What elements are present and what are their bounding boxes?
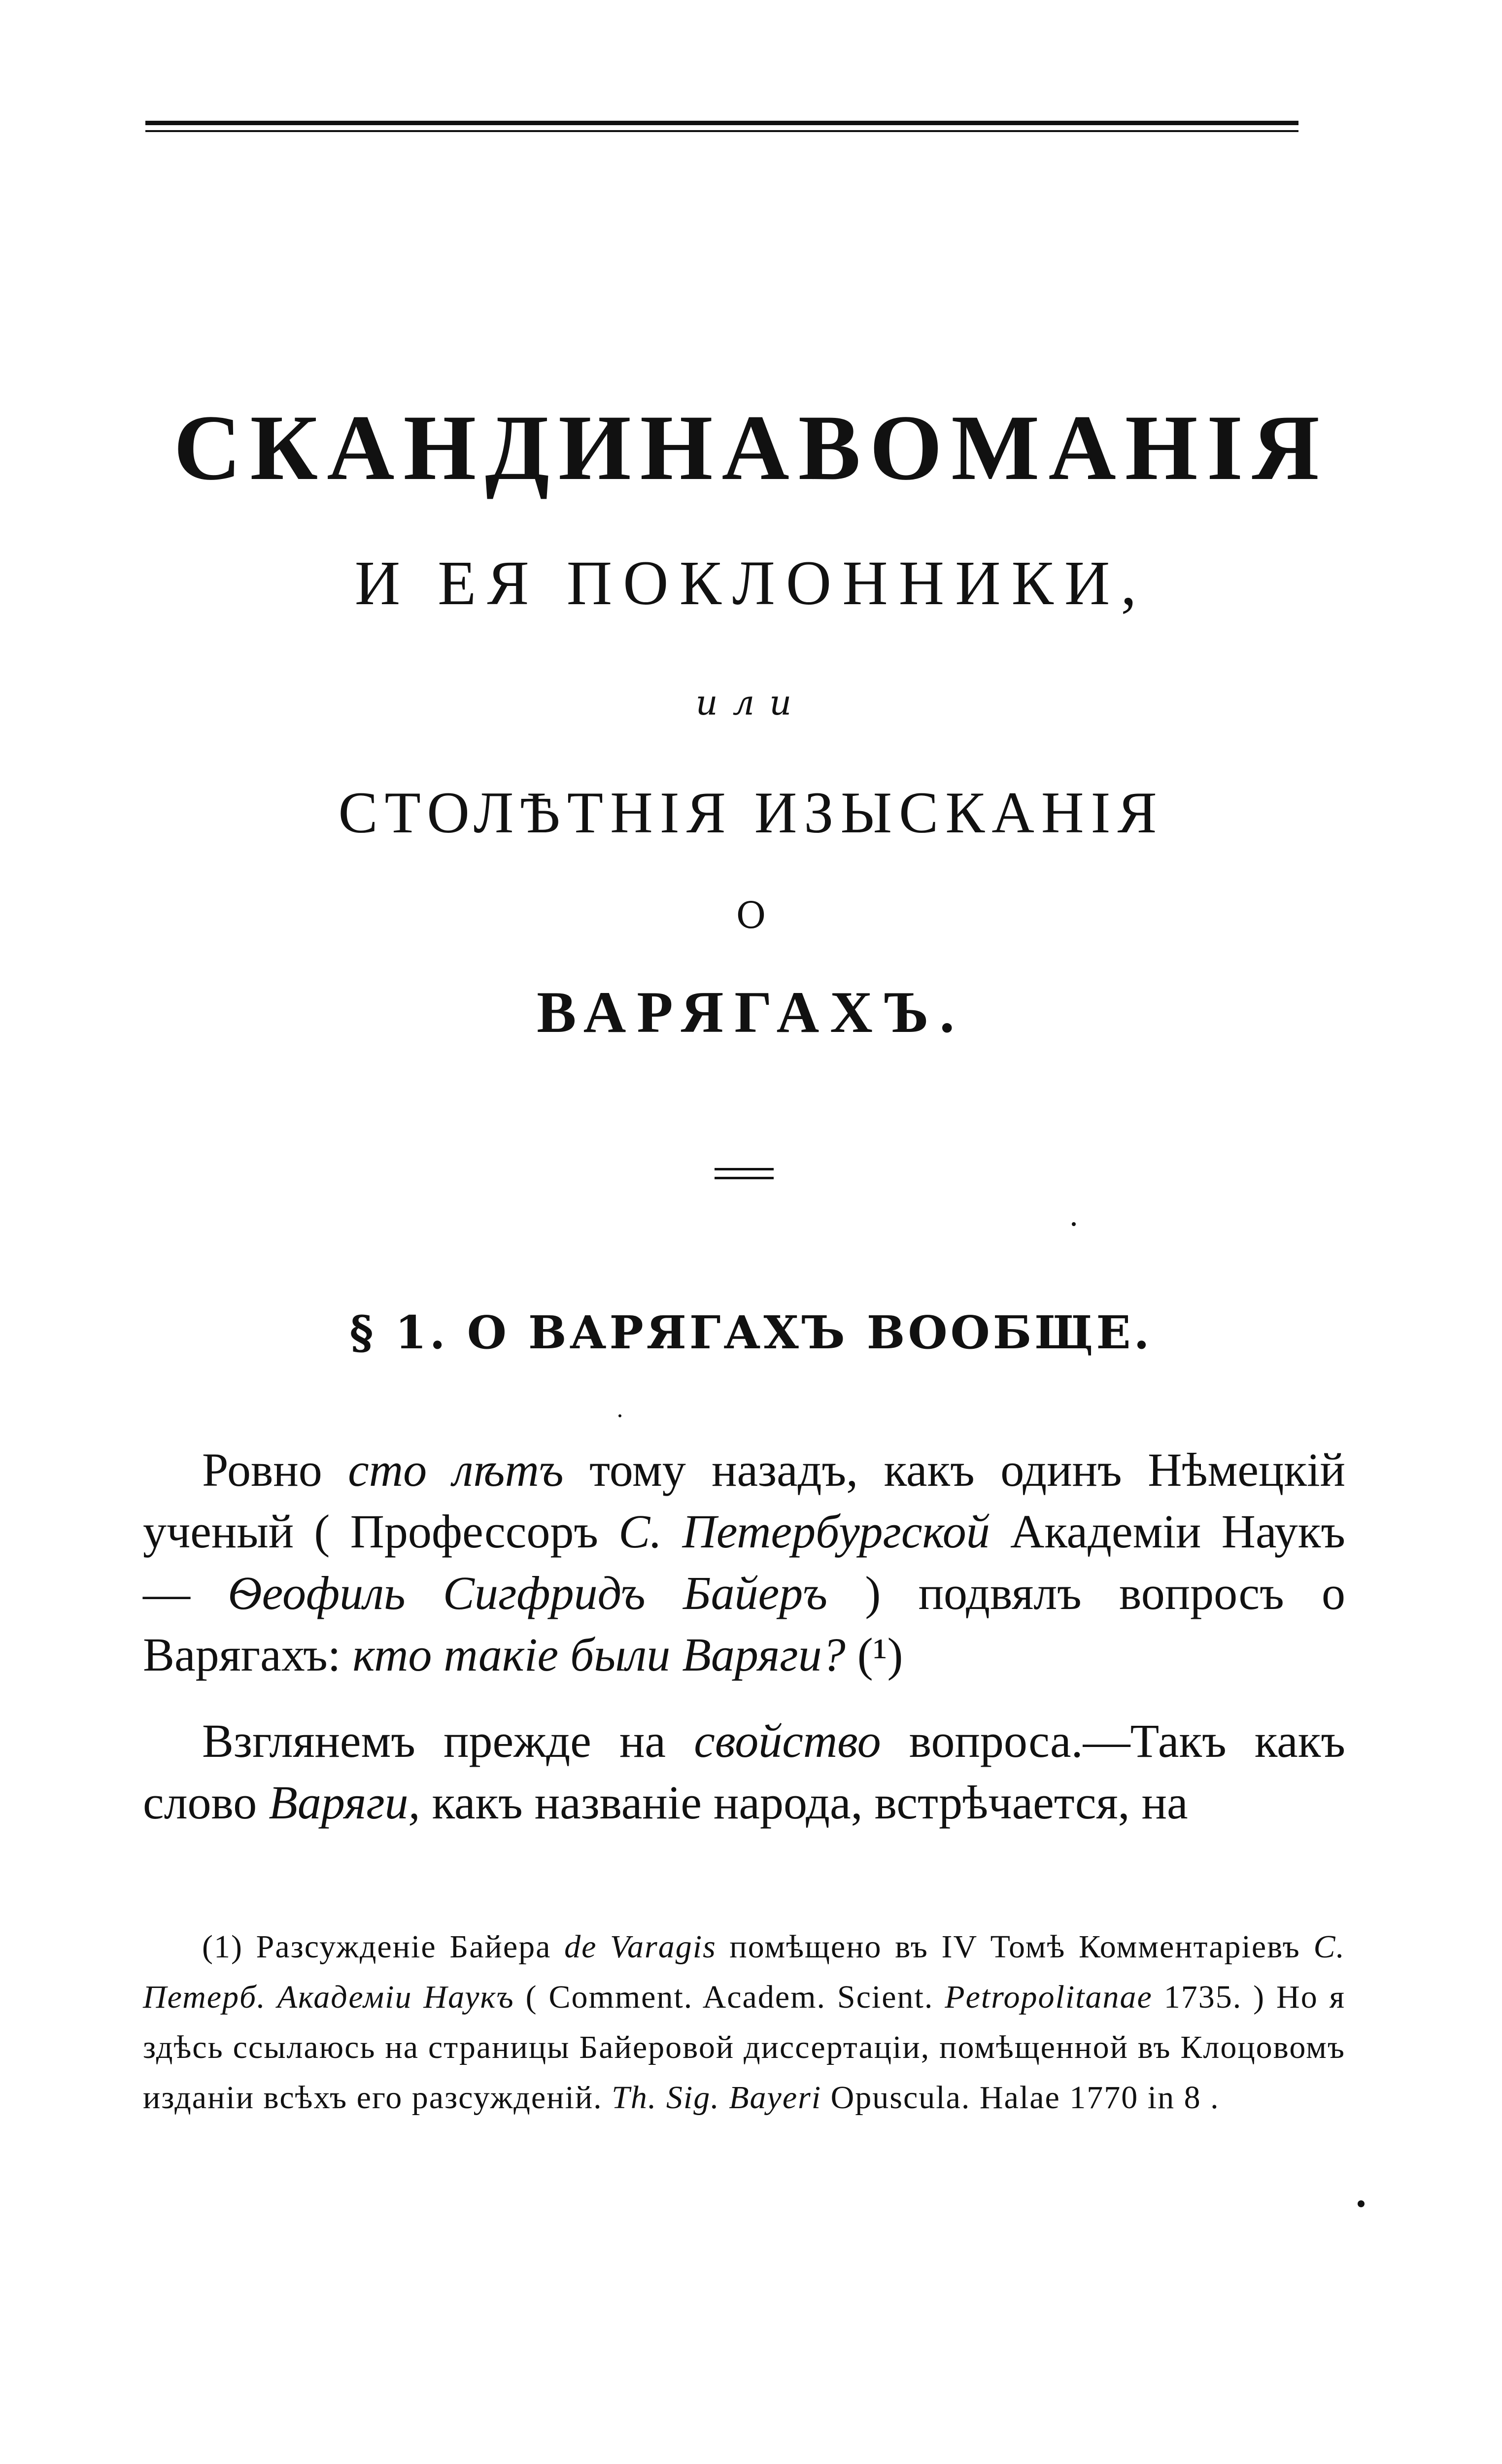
p1-italic-1: сто лѣтъ (348, 1443, 564, 1496)
p1-italic-2: С. Петербургской (618, 1505, 990, 1558)
top-rule-thick (145, 121, 1298, 125)
top-double-rule (145, 121, 1298, 132)
print-speck (618, 1414, 621, 1417)
footnote-reference: (¹) (845, 1628, 903, 1681)
print-speck (1072, 1222, 1076, 1226)
fn-text-4: 1735. ) Но я здѣсь ссылаюсь на страницы Байеровой диссертаціи, помѣщенной въ Клоцовомъ изданіи всѣхъ его разсужденій. (143, 1979, 1345, 2116)
rule-line-lower (715, 1177, 774, 1179)
fn-italic-3: Petropolitanae (945, 1979, 1153, 2015)
fn-text-3: ( Comment. Academ. Scient. (514, 1979, 945, 2015)
fn-text-1: (1) Разсужденіе Байера (202, 1929, 565, 1965)
p2-italic-1: свойство (694, 1714, 881, 1767)
print-speck (1358, 2200, 1365, 2207)
footnote-body (143, 1922, 1345, 2123)
p2-text-1: Взглянемъ прежде на (202, 1714, 694, 1767)
p1-text-1: Ровно (202, 1443, 348, 1496)
p2-text-3: какъ названіе народа, встрѣчается, на (420, 1776, 1188, 1829)
fn-italic-1: de Varagis (564, 1929, 717, 1965)
rule-line-upper (715, 1168, 774, 1170)
title-preposition: О (736, 894, 766, 937)
ornamental-double-rule (715, 1168, 774, 1179)
section-heading: § 1. О ВАРЯГАХЪ ВООБЩЕ. (349, 1306, 1153, 1359)
p1-text-2: тому назадъ, какъ одинъ Нѣмецкій ученый ( Профессоръ (143, 1443, 1345, 1558)
p1-italic-4: кто такіе были Варяги? (352, 1628, 846, 1681)
p1-text-3: Академіи Наукъ — (143, 1505, 1346, 1619)
alternate-title: СТОЛѢТНІЯ ИЗЫСКАНІЯ (338, 780, 1164, 845)
footnote (143, 1922, 1345, 2123)
p2-italic-2: Варяги, (269, 1776, 420, 1829)
paragraph-2 (143, 1710, 1345, 1833)
top-rule-thin (145, 130, 1298, 132)
p2-text-2: вопроса.—Такъ какъ слово (143, 1714, 1346, 1829)
fn-text-2: помѣщено въ IV Томѣ Комментаріевъ (716, 1929, 1314, 1965)
p1-text-4: ) подвялъ вопросъ о Варягахъ: (143, 1567, 1346, 1681)
p1-italic-3: Ѳеофиль Сигфридъ Байеръ (228, 1567, 828, 1619)
fn-italic-4: Th. Sig. Bayeri (612, 2080, 822, 2116)
title-conjunction: или (695, 683, 807, 723)
paragraph-1 (143, 1439, 1345, 1685)
main-title: СКАНДИНАВОМАНІЯ (173, 396, 1329, 500)
fn-italic-2: С. Петерб. Академіи Наукъ (143, 1929, 1346, 2015)
subtitle: И ЕЯ ПОКЛОННИКИ, (354, 548, 1148, 618)
fn-text-5: Opuscula. Halae 1770 in 8 . (821, 2080, 1220, 2116)
title-subject: ВАРЯГАХЪ. (537, 979, 965, 1045)
